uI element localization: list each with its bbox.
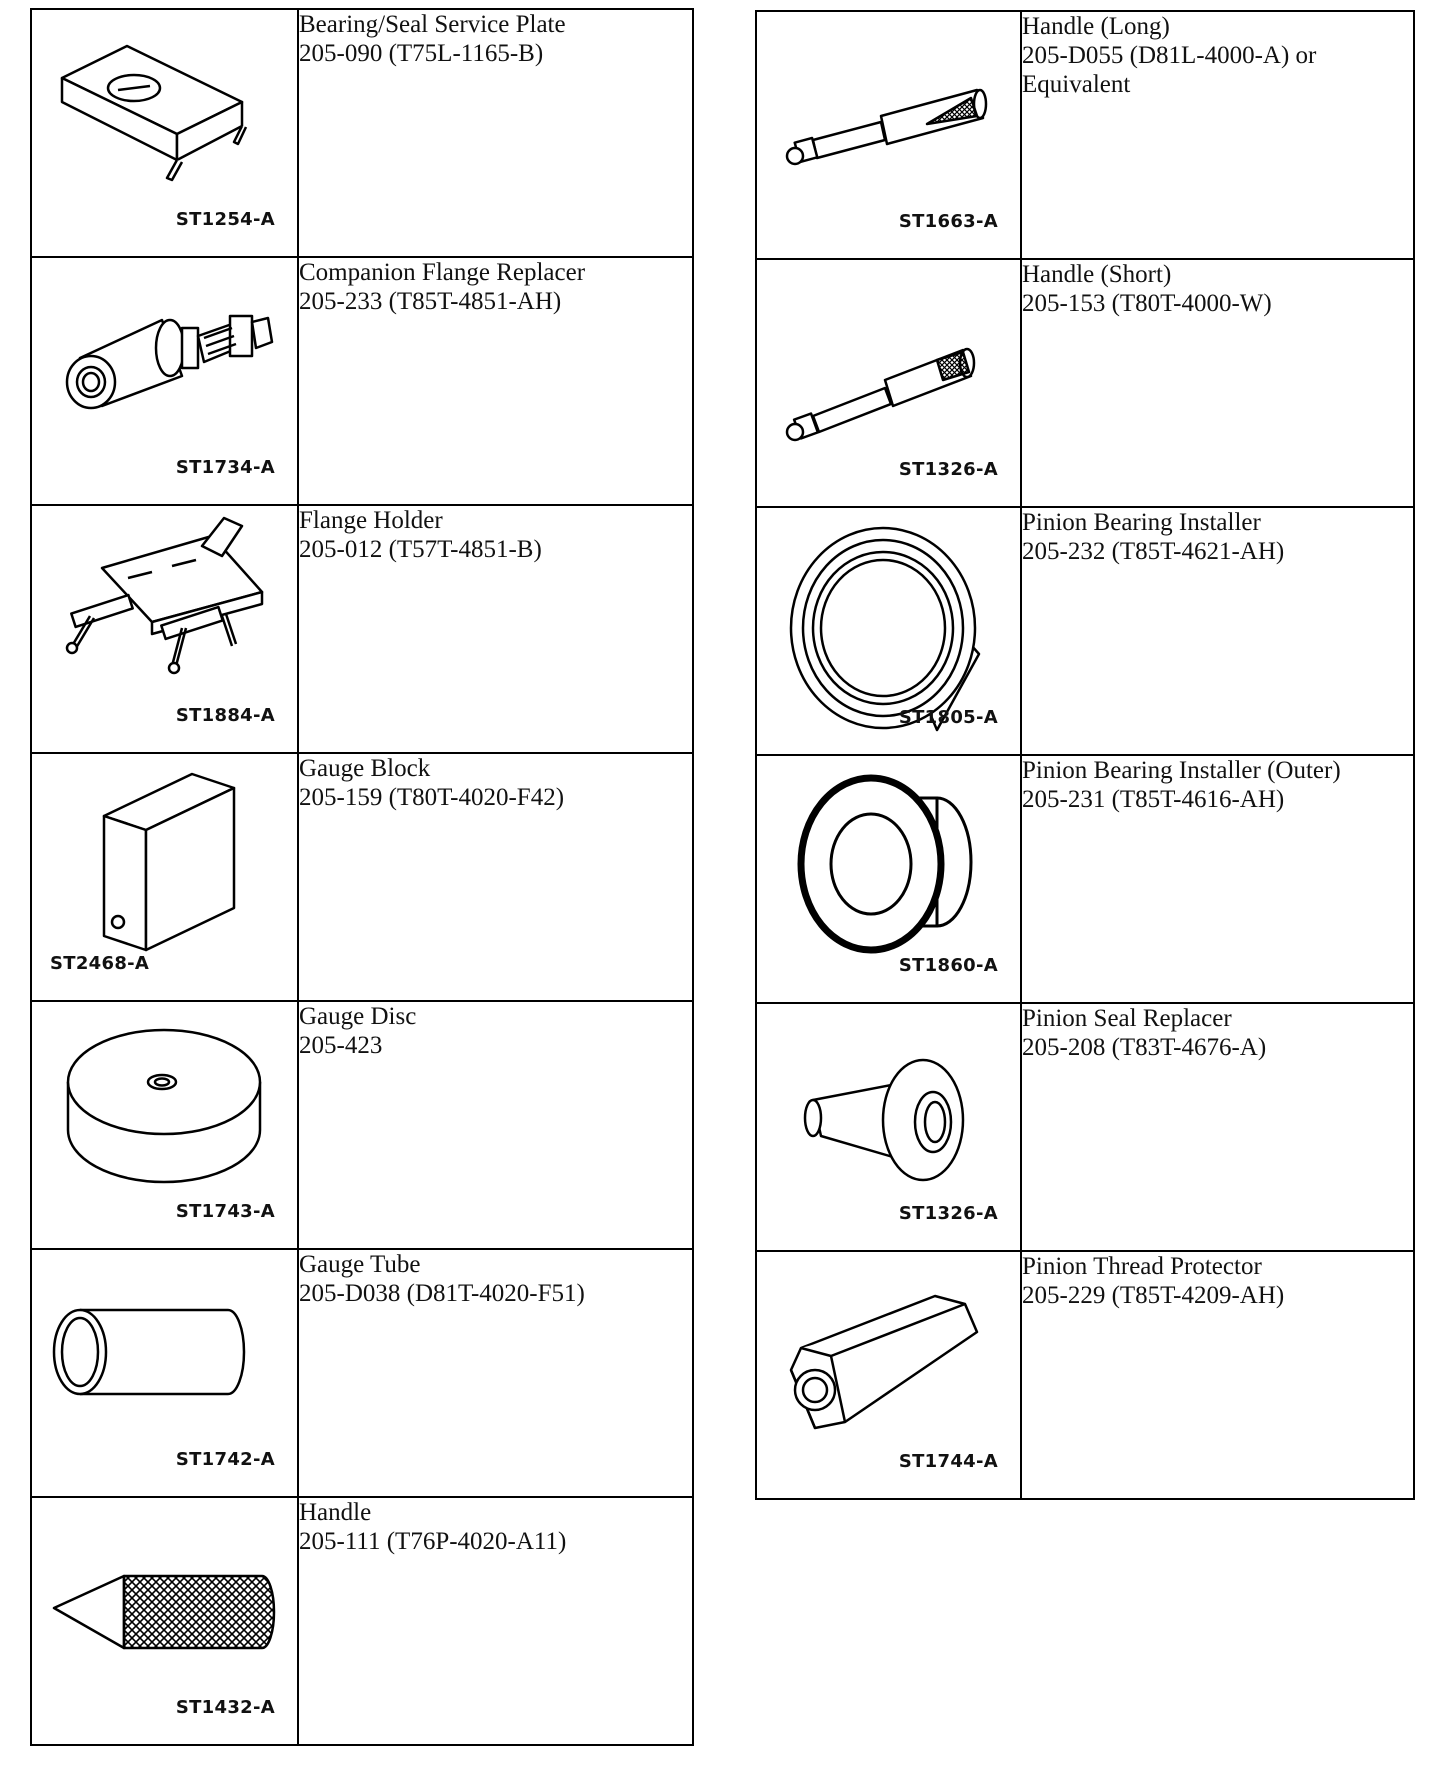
illustration-code: ST1734-A: [175, 457, 275, 478]
illustration-code: ST1254-A: [175, 209, 275, 230]
tool-number: 205-D038 (D81T-4020-F51): [299, 1280, 585, 1307]
tool-name: Companion Flange Replacer: [299, 259, 586, 286]
tool-row: [31, 257, 693, 505]
tool-illustration-cell: [756, 11, 1021, 259]
right-tool-table: [755, 10, 1415, 1500]
tool-illustration-cell: [756, 755, 1021, 1003]
tool-name: Flange Holder: [299, 507, 443, 534]
tool-number: 205-090 (T75L-1165-B): [299, 40, 544, 67]
left-tool-table: [30, 8, 694, 1746]
tool-row: [31, 1497, 693, 1745]
tool-illustration-cell: [756, 1251, 1021, 1499]
tool-description-cell: [298, 9, 693, 257]
tool-description-cell: [298, 505, 693, 753]
tool-number: 205-231 (T85T-4616-AH): [1022, 786, 1285, 813]
tool-illustration-cell: [31, 1497, 298, 1745]
tool-name: Pinion Thread Protector: [1022, 1253, 1262, 1280]
tool-row: [31, 505, 693, 753]
tool-row: [756, 755, 1414, 1003]
tool-illustration-cell: [31, 1001, 298, 1249]
tool-row: [756, 11, 1414, 259]
tool-number: 205-153 (T80T-4000-W): [1022, 290, 1272, 317]
tool-name: Pinion Seal Replacer: [1022, 1005, 1232, 1032]
tool-illustration-cell: [756, 1003, 1021, 1251]
tool-row: [756, 1251, 1414, 1499]
tool-name: Gauge Disc: [299, 1003, 417, 1030]
tool-row: [31, 1001, 693, 1249]
tool-row: [756, 259, 1414, 507]
tool-row: [31, 9, 693, 257]
tool-name: Handle (Long): [1022, 13, 1170, 40]
tool-number: 205-233 (T85T-4851-AH): [299, 288, 562, 315]
illustration-code: ST1743-A: [175, 1201, 275, 1222]
tool-description-cell: [298, 257, 693, 505]
tool-row: [31, 1249, 693, 1497]
tool-description-cell: [1021, 1003, 1414, 1251]
tool-row: [756, 507, 1414, 755]
tool-number: 205-423: [299, 1032, 383, 1059]
tool-number: 205-208 (T83T-4676-A): [1022, 1034, 1267, 1061]
tool-description-cell: [1021, 1251, 1414, 1499]
tool-row: [756, 1003, 1414, 1251]
tool-name: Handle: [299, 1499, 372, 1526]
illustration-code: ST1326-A: [898, 459, 998, 480]
illustration-code: ST1744-A: [898, 1451, 998, 1472]
tool-number: 205-D055 (D81L-4000-A) or Equivalent: [1022, 42, 1317, 98]
illustration-code: ST1663-A: [898, 211, 998, 232]
tool-name: Gauge Block: [299, 755, 431, 782]
tool-illustration-cell: [31, 1249, 298, 1497]
illustration-code: ST2468-A: [50, 953, 150, 974]
tool-description-cell: [1021, 259, 1414, 507]
tool-description-cell: [298, 1497, 693, 1745]
illustration-code: ST1742-A: [175, 1449, 275, 1470]
tool-description-cell: [298, 753, 693, 1001]
tool-name: Handle (Short): [1022, 261, 1172, 288]
tool-illustration-cell: [31, 9, 298, 257]
illustration-code: ST1884-A: [175, 705, 275, 726]
tool-row: [31, 753, 693, 1001]
tool-name: Bearing/Seal Service Plate: [299, 11, 566, 38]
tool-name: Pinion Bearing Installer: [1022, 509, 1261, 536]
tool-description-cell: [298, 1249, 693, 1497]
illustration-code: ST1432-A: [175, 1697, 275, 1718]
tool-number: 205-012 (T57T-4851-B): [299, 536, 542, 563]
illustration-code: ST1326-A: [898, 1203, 998, 1224]
tool-description-cell: [1021, 507, 1414, 755]
tool-name: Gauge Tube: [299, 1251, 421, 1278]
illustration-code: ST1860-A: [898, 955, 998, 976]
tool-illustration-cell: [31, 257, 298, 505]
tool-number: 205-111 (T76P-4020-A11): [299, 1528, 567, 1555]
tool-description-cell: [298, 1001, 693, 1249]
tool-description-cell: [1021, 755, 1414, 1003]
illustration-code: ST1805-A: [898, 707, 998, 728]
tool-name: Pinion Bearing Installer (Outer): [1022, 757, 1341, 784]
tool-illustration-cell: [756, 259, 1021, 507]
tool-number: 205-159 (T80T-4020-F42): [299, 784, 565, 811]
tool-illustration-cell: [31, 753, 298, 1001]
tool-number: 205-229 (T85T-4209-AH): [1022, 1282, 1285, 1309]
tool-description-cell: [1021, 11, 1414, 259]
tool-illustration-cell: [756, 507, 1021, 755]
tool-number: 205-232 (T85T-4621-AH): [1022, 538, 1285, 565]
tool-illustration-cell: [31, 505, 298, 753]
